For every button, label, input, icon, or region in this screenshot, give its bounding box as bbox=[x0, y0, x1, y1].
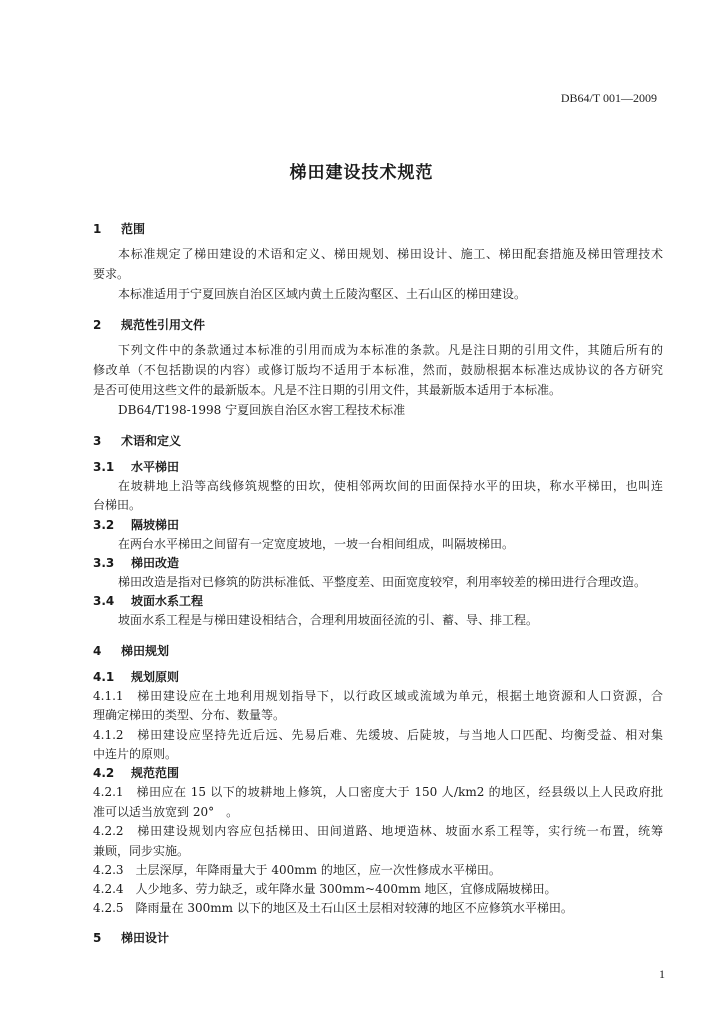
paragraph-line: 下列文件中的条款通过本标准的引用而成为本标准的条款。凡是注日期的引用文件，其随后所有的 bbox=[118, 343, 663, 357]
clause-line: 4.2.3 土层深厚，年降雨量大于 400mm 的地区，应一次性修成水平梯田。 bbox=[93, 863, 501, 877]
section-title: 范围 bbox=[121, 222, 146, 236]
section-title: 梯田规划 bbox=[121, 644, 170, 658]
clause-line: 准可以适当放宽到 20° 。 bbox=[93, 805, 239, 819]
section-1-heading bbox=[93, 221, 663, 237]
clause-line: 兼顾，同步实施。 bbox=[93, 844, 190, 858]
section-5-heading bbox=[93, 930, 663, 946]
paragraph-line: 坡面水系工程是与梯田建设相结合，合理利用坡面径流的引、蓄、导、排工程。 bbox=[118, 613, 539, 627]
section-title: 梯田设计 bbox=[121, 931, 170, 945]
clause-line: 4.2.1 梯田应在 15 以下的坡耕地上修筑，人口密度大于 150 人/km2 的地区，经县级以上人民政府批 bbox=[93, 785, 663, 799]
section-number: 3 bbox=[93, 434, 102, 448]
paragraph-line: 是否可使用这些文件的最新版本。凡是不注日期的引用文件，其最新版本适用于本标准。 bbox=[93, 383, 562, 397]
section-2-heading bbox=[93, 317, 663, 333]
clause-line: 中连片的原则。 bbox=[93, 747, 178, 761]
section-number: 2 bbox=[93, 318, 102, 332]
clause-line: 4.2.5 降雨量在 300mm 以下的地区及土石山区土层相对较薄的地区不应修筑水平梯田。 bbox=[93, 901, 573, 915]
paragraph-line: 在坡耕地上沿等高线修筑规整的田坎，使相邻两坎间的田面保持水平的田块，称水平梯田，也叫连 bbox=[118, 479, 663, 493]
paragraph-line: 本标准规定了梯田建设的术语和定义、梯田规划、梯田设计、施工、梯田配套措施及梯田管理技术 bbox=[118, 247, 663, 261]
clause-heading: 4.1 规划原则 bbox=[93, 670, 180, 684]
section-title: 规范性引用文件 bbox=[121, 318, 206, 332]
clause-line: 4.2.4 人少地多、劳力缺乏，或年降水量 300mm~400mm 地区，宜修成隔坡梯田。 bbox=[93, 882, 557, 896]
section-number: 5 bbox=[93, 931, 102, 945]
paragraph-line: 本标准适用于宁夏回族自治区区域内黄土丘陵沟壑区、土石山区的梯田建设。 bbox=[118, 287, 527, 301]
term-heading: 3.4 坡面水系工程 bbox=[93, 594, 204, 608]
page-number: 1 bbox=[659, 967, 665, 981]
clause-line: 4.2.2 梯田建设规划内容应包括梯田、田间道路、地埂造林、坡面水系工程等，实行统一布置，统筹 bbox=[93, 824, 663, 838]
paragraph-line: 要求。 bbox=[93, 267, 130, 281]
term-heading: 3.1 水平梯田 bbox=[93, 460, 180, 474]
clause-heading: 4.2 规范范围 bbox=[93, 766, 180, 780]
clause-line: 4.1.2 梯田建设应坚持先近后远、先易后难、先缓坡、后陡坡，与当地人口匹配、均衡受益、相对集 bbox=[93, 728, 663, 742]
paragraph-line: 修改单（不包括勘误的内容）或修订版均不适用于本标准，然而，鼓励根据本标准达成协议的各方研究 bbox=[93, 363, 663, 377]
page-title: 梯田建设技术规范 bbox=[289, 163, 434, 183]
section-number: 4 bbox=[93, 644, 102, 658]
term-heading: 3.3 梯田改造 bbox=[93, 556, 180, 570]
clause-line: 4.1.1 梯田建设应在土地利用规划指导下，以行政区域或流域为单元，根据土地资源和人口资源，合 bbox=[93, 689, 663, 703]
paragraph-line: 梯田改造是指对已修筑的防洪标准低、平整度差、田面宽度较窄，利用率较差的梯田进行合理改造。 bbox=[118, 575, 647, 589]
reference-entry: DB64/T198-1998 宁夏回族自治区水窖工程技术标准 bbox=[118, 403, 406, 417]
paragraph-line: 在两台水平梯田之间留有一定宽度坡地，一坡一台相间组成，叫隔坡梯田。 bbox=[118, 537, 515, 551]
term-heading: 3.2 隔坡梯田 bbox=[93, 518, 180, 532]
standard-code: DB64/T 001—2009 bbox=[560, 91, 657, 105]
section-4-heading bbox=[93, 643, 663, 659]
clause-line: 理确定梯田的类型、分布、数量等。 bbox=[93, 708, 286, 722]
section-3-heading bbox=[93, 433, 663, 449]
paragraph-line: 台梯田。 bbox=[93, 498, 142, 512]
section-number: 1 bbox=[93, 222, 102, 236]
section-title: 术语和定义 bbox=[121, 434, 182, 448]
